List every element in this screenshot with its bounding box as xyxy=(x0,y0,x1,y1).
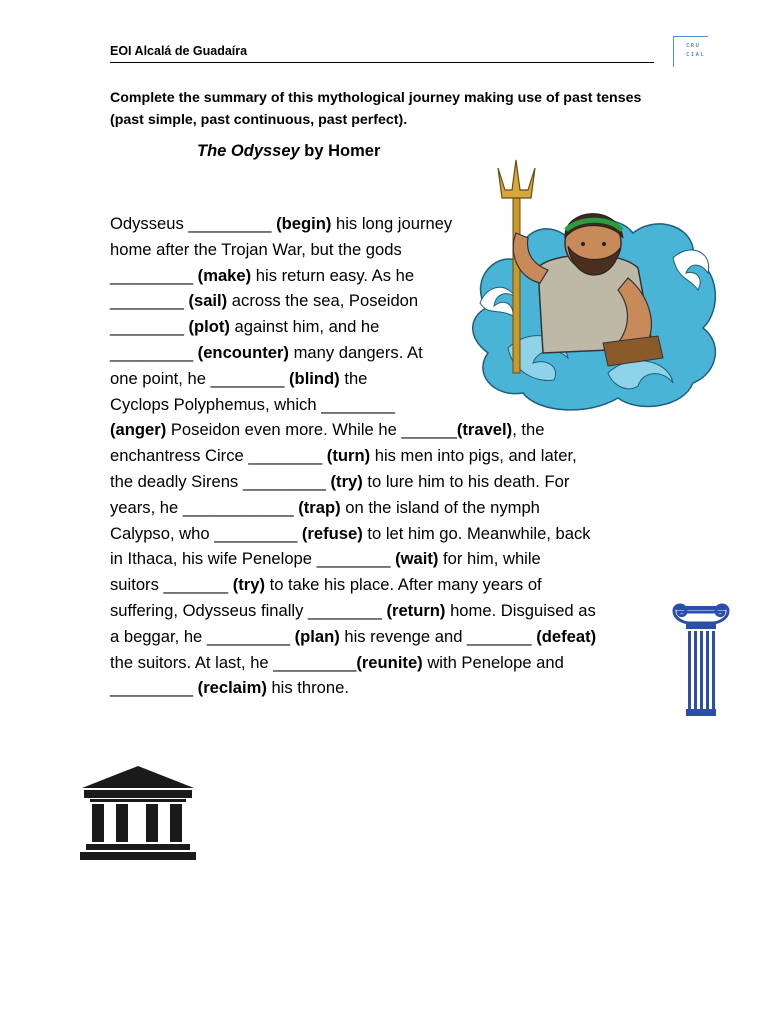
answer-blank: _________ xyxy=(242,471,326,491)
poseidon-eye-left xyxy=(581,242,585,246)
summary-line xyxy=(110,675,670,701)
verb-prompt: (reunite) xyxy=(356,652,423,672)
summary-line xyxy=(110,443,670,469)
answer-blank: ________ xyxy=(110,317,184,337)
summary-text-segment: a beggar, he xyxy=(110,626,207,646)
answer-blank: ______ xyxy=(401,420,457,440)
summary-text-segment: his men into pigs, and later, xyxy=(370,446,577,466)
summary-text-segment: to take his place. After many years of xyxy=(264,575,542,595)
summary-text-segment: in Ithaca, his wife Penelope xyxy=(110,549,317,569)
logo-line-2: CIAL xyxy=(686,52,706,58)
summary-line xyxy=(110,495,670,521)
summary-line xyxy=(110,598,670,624)
summary-text-segment: across the sea, Poseidon xyxy=(227,291,419,311)
page-header xyxy=(110,42,654,63)
temple-columns xyxy=(92,804,182,842)
verb-prompt: (defeat) xyxy=(531,626,597,646)
crucial-logo xyxy=(673,36,708,67)
instructions: Complete the summary of this mythological journey making use of past tenses (past simple, past continuous, past perfect). xyxy=(110,90,642,128)
title-italic: The Odyssey xyxy=(197,142,300,160)
verb-prompt: (try) xyxy=(228,575,265,595)
verb-prompt: (return) xyxy=(381,600,446,620)
title-author: by Homer xyxy=(299,142,381,160)
verb-prompt: (sail) xyxy=(183,291,228,311)
column-shaft xyxy=(688,631,715,709)
summary-text-segment: one point, he xyxy=(110,368,211,388)
summary-text-segment: for him, while xyxy=(438,549,541,569)
answer-blank: ________ xyxy=(316,549,391,569)
temple-step-2 xyxy=(80,852,196,860)
summary-text-segment: home after the Trojan War, but the gods xyxy=(110,239,402,259)
summary-line xyxy=(110,417,670,443)
verb-prompt: (turn) xyxy=(322,446,371,466)
ionic-column-icon xyxy=(672,603,730,717)
worksheet-title xyxy=(197,142,380,161)
verb-prompt: (begin) xyxy=(271,214,332,233)
summary-text-segment: the deadly Sirens xyxy=(110,471,243,491)
summary-text-segment: suitors xyxy=(110,575,164,595)
verb-prompt: (encounter) xyxy=(193,342,289,362)
greek-temple-icon xyxy=(78,764,198,862)
summary-text-segment: the xyxy=(339,368,368,388)
poseidon-illustration xyxy=(468,158,726,416)
summary-line xyxy=(110,469,670,495)
answer-blank: ________ xyxy=(210,368,285,388)
temple-pediment xyxy=(82,766,194,788)
summary-text-segment: many dangers. At xyxy=(288,342,423,362)
verb-prompt: (trap) xyxy=(293,497,341,517)
verb-prompt: (refuse) xyxy=(297,523,363,543)
summary-text-segment: to lure him to his death. For xyxy=(362,471,570,491)
summary-text-segment: against him, and he xyxy=(229,317,380,337)
summary-text-segment: to let him go. Meanwhile, back xyxy=(362,523,591,543)
summary-line xyxy=(110,650,670,676)
verb-prompt: (try) xyxy=(325,471,363,491)
column-neck xyxy=(686,624,716,629)
answer-blank: _________ xyxy=(110,678,194,698)
summary-line xyxy=(110,572,670,598)
summary-text-segment: his revenge and xyxy=(339,626,468,646)
summary-line xyxy=(110,624,670,650)
answer-blank: _________ xyxy=(110,342,194,362)
summary-text-segment: his return easy. As he xyxy=(251,265,415,285)
temple-frieze xyxy=(90,799,186,802)
answer-blank: ____________ xyxy=(182,497,294,517)
verb-prompt: (blind) xyxy=(284,368,340,388)
temple-step-1 xyxy=(86,844,190,850)
answer-blank: _________ xyxy=(273,652,357,672)
verb-prompt: (reclaim) xyxy=(193,678,267,698)
summary-text-segment: suffering, Odysseus finally xyxy=(110,600,308,620)
summary-text-segment: years, he xyxy=(110,497,183,517)
answer-blank: _______ xyxy=(467,626,532,646)
summary-text-segment: enchantress Circe xyxy=(110,446,249,466)
summary-text-segment: Cyclops Polyphemus, which xyxy=(110,394,322,414)
answer-blank: _________ xyxy=(188,214,272,233)
verb-prompt: (travel) xyxy=(456,420,513,440)
answer-blank: _________ xyxy=(110,265,194,285)
summary-text-segment: home. Disguised as xyxy=(445,600,596,620)
temple-entablature xyxy=(84,790,192,798)
verb-prompt: (make) xyxy=(193,265,252,285)
verb-prompt: (anger) xyxy=(110,420,167,440)
summary-text-segment: , the xyxy=(512,420,545,440)
trident-shaft xyxy=(513,198,520,373)
poseidon-eye-right xyxy=(602,242,606,246)
summary-text-segment: his long journey xyxy=(331,214,453,233)
logo-line-1: CRU xyxy=(686,43,701,49)
summary-line xyxy=(110,521,670,547)
column-base xyxy=(686,709,716,716)
answer-blank: ________ xyxy=(308,600,382,620)
summary-line xyxy=(110,546,670,572)
summary-text-segment: Odysseus xyxy=(110,214,189,233)
summary-text-segment: on the island of the nymph xyxy=(340,497,540,517)
verb-prompt: (plan) xyxy=(289,626,340,646)
answer-blank: ________ xyxy=(321,394,396,414)
verb-prompt: (wait) xyxy=(390,549,439,569)
answer-blank: ________ xyxy=(110,291,184,311)
answer-blank: _________ xyxy=(206,626,290,646)
verb-prompt: (plot) xyxy=(183,317,230,337)
summary-text-segment: his throne. xyxy=(266,678,349,698)
summary-text-segment: Poseidon even more. While he xyxy=(166,420,402,440)
summary-text-segment: the suitors. At last, he xyxy=(110,652,274,672)
school-name: EOI Alcalá de Guadaíra xyxy=(110,44,248,58)
answer-blank: _______ xyxy=(163,575,229,595)
answer-blank: ________ xyxy=(248,446,323,466)
column-abacus xyxy=(676,606,726,610)
summary-text-segment: with Penelope and xyxy=(422,652,564,672)
answer-blank: _________ xyxy=(214,523,298,543)
trident-head xyxy=(498,160,535,198)
summary-text-segment: Calypso, who xyxy=(110,523,215,543)
